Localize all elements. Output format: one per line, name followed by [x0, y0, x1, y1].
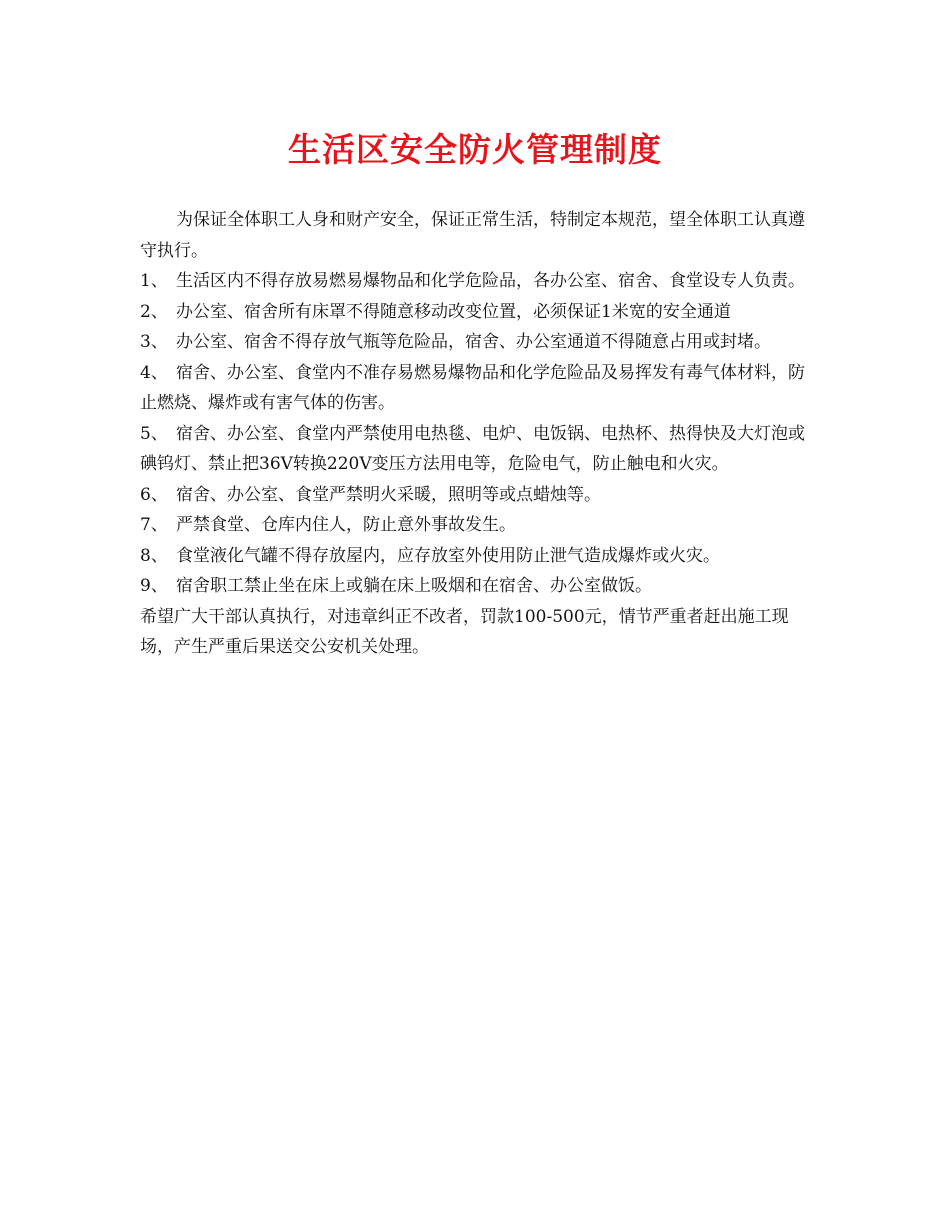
rule-text: 办公室、宿舍所有床罩不得随意移动改变位置，必须保证1米宽的安全通道	[176, 301, 731, 322]
rule-number: 4、	[140, 362, 168, 383]
rule-number: 2、	[140, 301, 168, 322]
rule-item-7	[140, 510, 820, 541]
rule-number: 9、	[140, 576, 168, 596]
rule-text: 食堂液化气罐不得存放屋内，应存放室外使用防止泄气造成爆炸或火灾。	[176, 545, 720, 566]
rule-number: 7、	[140, 515, 168, 535]
rule-item-8	[140, 541, 820, 572]
rule-item-2	[140, 297, 820, 328]
rule-number: 6、	[140, 484, 168, 505]
rule-item-3	[140, 327, 820, 358]
rule-text: 宿舍、办公室、食堂严禁明火采暖，照明等或点蜡烛等。	[176, 484, 601, 505]
rule-text: 生活区内不得存放易燃易爆物品和化学危险品，各办公室、宿舍、食堂设专人负责。	[176, 271, 805, 291]
rule-number: 8、	[140, 545, 168, 566]
rule-text: 宿舍职工禁止坐在床上或躺在床上吸烟和在宿舍、办公室做饭。	[176, 576, 652, 596]
document-title: 生活区安全防火管理制度	[288, 130, 662, 169]
rule-text: 宿舍、办公室、食堂内不准存易燃易爆物品和化学危险品及易挥发有毒气体材料，防止燃烧、爆炸或有害气体的伤害。	[140, 362, 805, 413]
rule-number: 5、	[140, 423, 168, 444]
document-body	[140, 205, 820, 663]
rule-item-5	[140, 419, 820, 480]
rule-number: 1、	[140, 271, 168, 291]
rule-text: 严禁食堂、仓库内住人，防止意外事故发生。	[176, 515, 516, 535]
closing-paragraph: 希望广大干部认真执行，对违章纠正不改者，罚款100-500元，情节严重者赶出施工现场，产生严重后果送交公安机关处理。	[140, 606, 789, 657]
rule-item-1	[140, 266, 820, 297]
rule-number: 3、	[140, 332, 168, 352]
rule-text: 办公室、宿舍不得存放气瓶等危险品，宿舍、办公室通道不得随意占用或封堵。	[176, 332, 771, 352]
rule-item-6	[140, 480, 820, 511]
rule-item-4	[140, 358, 820, 419]
rule-text: 宿舍、办公室、食堂内严禁使用电热毯、电炉、电饭锅、电热杯、热得快及大灯泡或碘钨灯、禁止把36V转换220V变压方法用电等，危险电气，防止触电和火灾。	[140, 423, 805, 474]
intro-paragraph: 为保证全体职工人身和财产安全，保证正常生活，特制定本规范，望全体职工认真遵守执行。	[140, 210, 805, 261]
rule-item-9	[140, 571, 820, 602]
